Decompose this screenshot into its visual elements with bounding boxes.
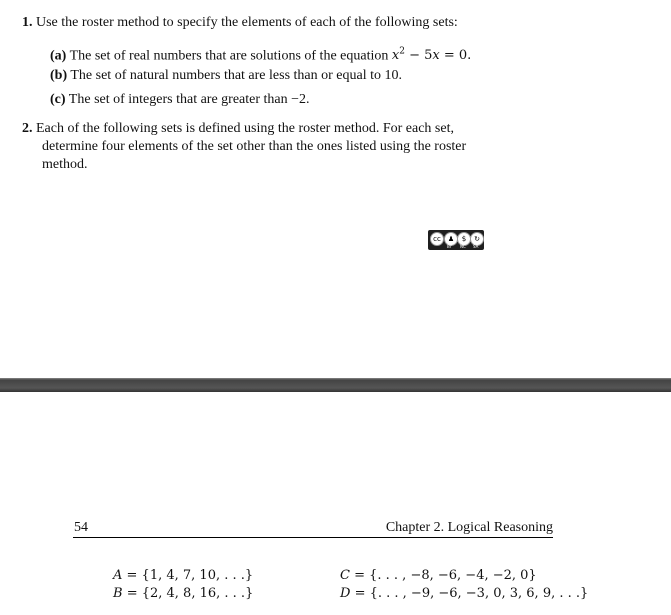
part-label: (c): [50, 92, 66, 107]
set-a: A = {1, 4, 7, 10, . . .}: [113, 568, 254, 583]
set-d: D = {. . . , −9, −6, −3, 0, 3, 6, 9, . . .}: [340, 586, 589, 601]
badge-label-nc: NC: [460, 244, 466, 249]
page-number: 54: [74, 520, 88, 535]
part-text: The set of real numbers that are solutions of the equation: [69, 48, 389, 64]
badge-label-by: BY: [447, 244, 452, 249]
problem-text-line: Each of the following sets is defined using the roster method. For each set,: [36, 121, 454, 136]
problem-text-line: method.: [42, 157, 88, 172]
problem-1: [22, 14, 458, 32]
cc-icon: cc: [430, 232, 444, 246]
part-text: The set of integers that are greater than −2.: [68, 92, 310, 107]
problem-number: 2.: [22, 121, 33, 136]
part-label: (b): [50, 68, 68, 83]
page-separator: [0, 378, 671, 392]
noncommercial-icon: $: [457, 232, 471, 246]
problem-text-line: determine four elements of the set other than the ones listed using the roster: [42, 139, 467, 154]
chapter-title: Chapter 2. Logical Reasoning: [385, 520, 553, 535]
equation: $x^2 - 5x = 0$.: [391, 47, 472, 64]
attribution-icon: ♟: [444, 232, 458, 246]
header-rule: [73, 537, 553, 538]
problem-text: Use the roster method to specify the elements of each of the following sets:: [36, 15, 458, 30]
part-label: (a): [50, 48, 67, 64]
problem-1b: [50, 67, 402, 85]
sharealike-icon: ↻: [470, 232, 484, 246]
set-c: C = {. . . , −8, −6, −4, −2, 0}: [340, 568, 537, 583]
problem-1a: [50, 43, 471, 65]
badge-label-sa: SA: [473, 244, 479, 249]
problem-1c: [50, 91, 310, 109]
part-text: The set of natural numbers that are less than or equal to 10.: [70, 68, 402, 83]
set-b: B = {2, 4, 8, 16, . . .}: [113, 586, 254, 601]
problem-2: [22, 120, 454, 138]
cc-license-badge[interactable]: [428, 230, 484, 250]
problem-number: 1.: [22, 15, 33, 30]
